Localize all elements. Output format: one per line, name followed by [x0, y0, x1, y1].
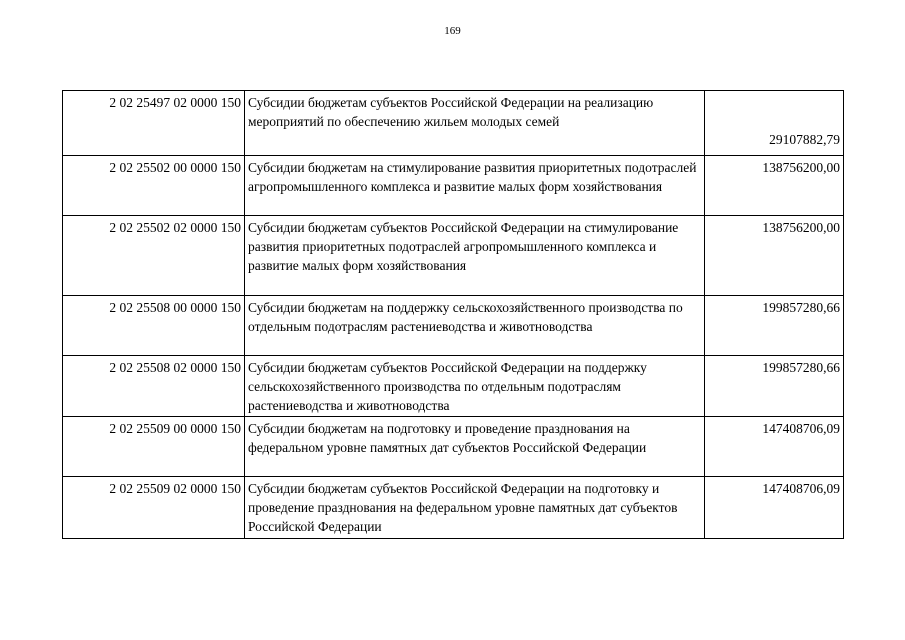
- revenue-name: Субсидии бюджетам субъектов Российской Федерации на поддержку сельскохозяйственного производства по отдельным подотраслям растениеводства и животноводства: [245, 356, 705, 417]
- budget-code: 2 02 25509 00 0000 150: [63, 417, 245, 477]
- revenue-name: Субсидии бюджетам субъектов Российской Федерации на стимулирование развития приоритетных подотраслей агропромышленного комплекса и развитие малых форм хозяйствования: [245, 216, 705, 296]
- amount: 29107882,79: [705, 91, 844, 156]
- amount: 199857280,66: [705, 296, 844, 356]
- budget-code: 2 02 25502 00 0000 150: [63, 156, 245, 216]
- revenue-name: Субсидии бюджетам на поддержку сельскохозяйственного производства по отдельным подотраслям растениеводства и животноводства: [245, 296, 705, 356]
- table-row: [63, 417, 844, 477]
- table-row: [63, 216, 844, 296]
- revenue-name: Субсидии бюджетам субъектов Российской Федерации на подготовку и проведение празднования на федеральном уровне памятных дат субъектов Российской Федерации: [245, 477, 705, 539]
- table-row: [63, 477, 844, 539]
- amount: 199857280,66: [705, 356, 844, 417]
- budget-code: 2 02 25508 02 0000 150: [63, 356, 245, 417]
- table-row: [63, 356, 844, 417]
- budget-code: 2 02 25508 00 0000 150: [63, 296, 245, 356]
- amount: 147408706,09: [705, 417, 844, 477]
- budget-table: [62, 90, 844, 539]
- amount: 138756200,00: [705, 216, 844, 296]
- table-row: [63, 156, 844, 216]
- budget-code: 2 02 25497 02 0000 150: [63, 91, 245, 156]
- table-row: [63, 91, 844, 156]
- budget-code: 2 02 25502 02 0000 150: [63, 216, 245, 296]
- table-row: [63, 296, 844, 356]
- amount: 138756200,00: [705, 156, 844, 216]
- revenue-name: Субсидии бюджетам на подготовку и проведение празднования на федеральном уровне памятных дат субъектов Российской Федерации: [245, 417, 705, 477]
- revenue-name: Субсидии бюджетам субъектов Российской Федерации на реализацию мероприятий по обеспечению жильем молодых семей: [245, 91, 705, 156]
- budget-code: 2 02 25509 02 0000 150: [63, 477, 245, 539]
- page-number: 169: [444, 25, 461, 37]
- revenue-name: Субсидии бюджетам на стимулирование развития приоритетных подотраслей агропромышленного комплекса и развитие малых форм хозяйствования: [245, 156, 705, 216]
- amount: 147408706,09: [705, 477, 844, 539]
